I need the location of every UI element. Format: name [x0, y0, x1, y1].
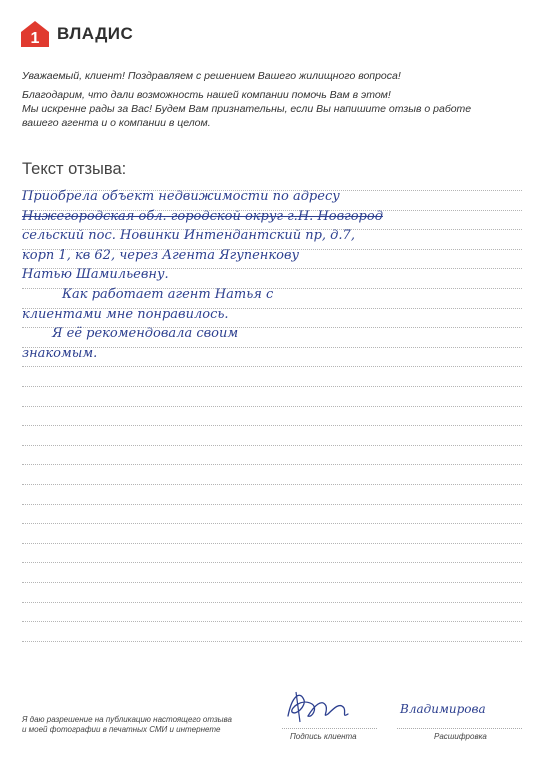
handwritten-line: корп 1, кв 62, через Агента Ягупенкову — [22, 247, 300, 263]
writing-line-rule — [22, 425, 522, 426]
consent-line1: Я даю разрешение на публикацию настоящего отзыва — [22, 715, 232, 724]
signature-area — [282, 684, 522, 754]
brand-logo — [20, 20, 133, 48]
decoding-handwritten-name: Владимирова — [400, 702, 486, 716]
writing-line-rule — [22, 406, 522, 407]
handwritten-line: Нижегородская обл. городской округ г.Н. Новгород — [22, 208, 383, 224]
writing-line-rule — [22, 386, 522, 387]
decoding-line — [397, 728, 522, 729]
house-logo-icon — [20, 20, 50, 48]
writing-line-rule — [22, 602, 522, 603]
brand-name: ВЛАДИС — [57, 24, 134, 43]
request-text-line1: Мы искренне рады за Вас! Будем Вам признательны, если Вы напишите отзыв о работе — [22, 103, 472, 115]
writing-line-rule — [22, 543, 522, 544]
writing-line-rule — [22, 641, 522, 642]
handwritten-review — [22, 187, 522, 363]
writing-line-rule — [22, 582, 522, 583]
client-signature-image — [282, 686, 362, 726]
handwritten-line: клиентами мне понравилось. — [22, 306, 229, 322]
svg-text:1: 1 — [30, 30, 40, 47]
handwritten-line: Я её рекомендовала своим — [52, 326, 239, 342]
decoding-label: Расшифровка — [434, 732, 487, 741]
review-heading: Текст отзыва: — [22, 160, 127, 178]
request-text-line2: вашего агента и о компании в целом. — [22, 117, 211, 129]
handwritten-line: Как работает агент Натья с — [62, 286, 274, 302]
signature-label: Подпись клиента — [290, 732, 357, 741]
consent-line2: и моей фотографии в печатных СМИ и интернете — [22, 725, 221, 734]
signature-line — [282, 728, 377, 729]
greeting-text: Уважаемый, клиент! Поздравляем с решением Вашего жилищного вопроса! — [22, 70, 401, 82]
handwritten-line: знакомым. — [22, 345, 98, 361]
thanks-text: Благодарим, что дали возможность нашей компании помочь Вам в этом! — [22, 89, 391, 101]
writing-line-rule — [22, 464, 522, 465]
writing-line-rule — [22, 504, 522, 505]
writing-line-rule — [22, 621, 522, 622]
handwritten-line: сельский пос. Новинки Интендантский пр, д.7, — [22, 228, 355, 244]
writing-line-rule — [22, 523, 522, 524]
writing-line-rule — [22, 445, 522, 446]
handwritten-line: Натью Шамильевну. — [22, 267, 169, 283]
intro-text — [22, 69, 522, 130]
writing-line-rule — [22, 366, 522, 367]
handwritten-line: Приобрела объект недвижимости по адресу — [22, 189, 340, 204]
writing-line-rule — [22, 484, 522, 485]
writing-line-rule — [22, 562, 522, 563]
publication-consent — [22, 715, 252, 735]
